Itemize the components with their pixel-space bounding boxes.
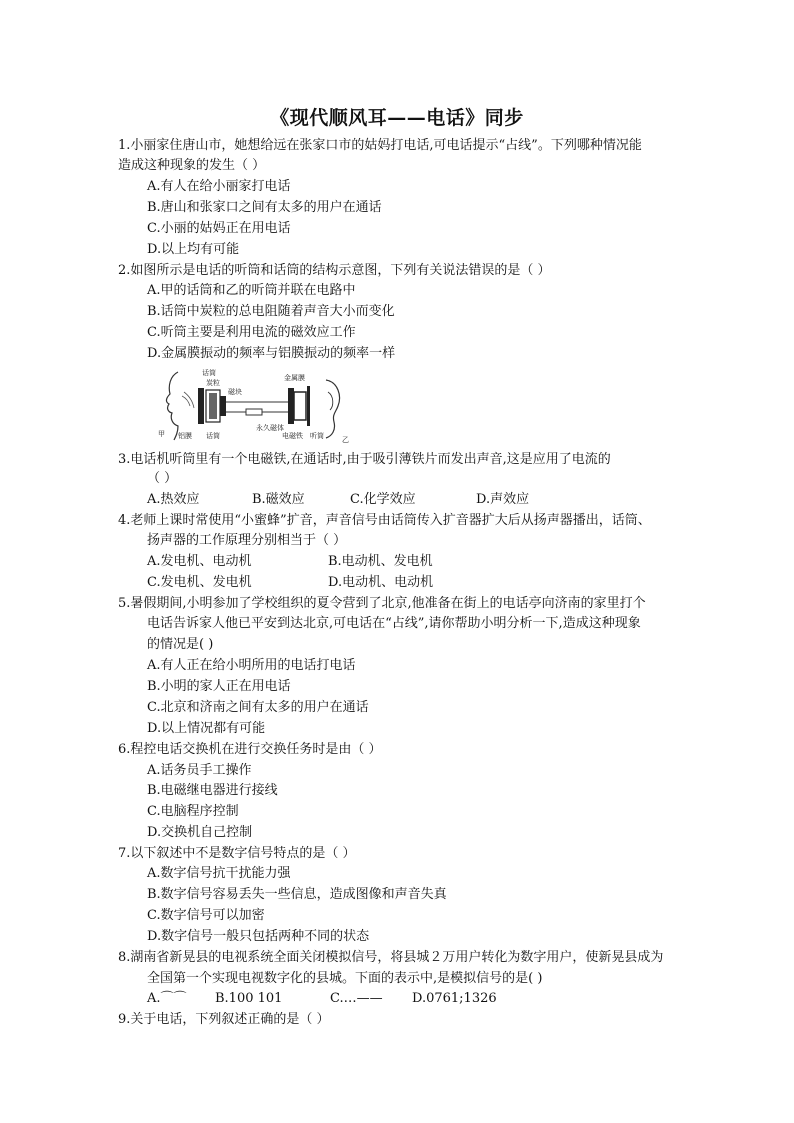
question-5-option-d: D.以上情况都有可能 — [147, 721, 266, 736]
question-7-option-b: B.数字信号容易丢失一些信息，造成图像和声音失真 — [147, 887, 447, 902]
sound-wave-left-2 — [184, 392, 194, 408]
listener-ear — [326, 380, 340, 438]
question-1-option-d: D.以上均有可能 — [147, 242, 240, 257]
label-jia: 甲 — [158, 430, 165, 438]
label-electromagnet: 电磁铁 — [282, 432, 303, 440]
question-3-option-a: A.热效应 — [147, 492, 200, 507]
question-8-option-a: A.⌒⌒ — [147, 991, 187, 1006]
question-1-stem-line-2: 造成这种现象的发生（ ） — [118, 158, 266, 173]
question-4-option-d: D.电动机、电动机 — [328, 575, 434, 590]
question-6-stem-line-1: 6.程控电话交换机在进行交换任务时是由（ ） — [118, 742, 382, 757]
label-metal-membrane: 金属膜 — [284, 374, 305, 382]
question-5-stem-line-1: 5.暑假期间,小明参加了学校组织的夏令营到了北京,他准备在街上的电话亭向济南的家里打个 — [118, 596, 646, 611]
question-5-option-a: A.有人正在给小明所用的电话打电话 — [147, 658, 356, 673]
microphone-aluminum-membrane — [198, 388, 204, 424]
question-5-stem-line-3: 的情况是( ) — [147, 637, 214, 652]
label-microphone: 话筒 — [202, 369, 216, 377]
speaker-face-profile — [166, 372, 178, 440]
label-yi: 乙 — [342, 436, 349, 444]
listener-ear-inner — [328, 392, 333, 410]
metal-membrane — [307, 386, 310, 426]
earpiece-housing — [294, 392, 306, 420]
question-3-option-c: C.化学效应 — [350, 492, 416, 507]
question-4-option-a: A.发电机、电动机 — [147, 554, 252, 569]
telephone-diagram-svg — [156, 366, 352, 446]
question-5-option-b: B.小明的家人正在用电话 — [147, 679, 291, 694]
question-4-option-c: C.发电机、发电机 — [147, 575, 252, 590]
question-8-option-d: D.0761;1326 — [412, 991, 497, 1006]
question-2-option-b: B.话筒中炭粒的总电阻随着声音大小而变化 — [147, 304, 395, 319]
question-4-stem-line-2: 扬声器的工作原理分别相当于（ ） — [147, 533, 347, 548]
question-4-option-b: B.电动机、发电机 — [328, 554, 433, 569]
question-2-option-d: D.金属膜振动的频率与铝膜振动的频率一样 — [147, 346, 396, 361]
question-7-option-c: C.数字信号可以加密 — [147, 908, 265, 923]
question-1-option-b: B.唐山和张家口之间有太多的用户在通话 — [147, 200, 382, 215]
question-1-stem-line-1: 1.小丽家住唐山市，她想给远在张家口市的姑妈打电话,可电话提示“占线”。下列哪种情况能 — [118, 138, 642, 153]
magnet-block — [220, 396, 226, 416]
question-1-option-a: A.有人在给小丽家打电话 — [147, 179, 291, 194]
battery — [246, 409, 262, 415]
question-2-stem-line-1: 2.如图所示是电话的听筒和话筒的结构示意图，下列有关说法错误的是（ ） — [118, 263, 551, 278]
question-3-option-b: B.磁效应 — [252, 492, 305, 507]
question-6-option-c: C.电脑程序控制 — [147, 804, 239, 819]
question-4-stem-line-1: 4.老师上课时常使用“小蜜蜂”扩音，声音信号由话筒传入扩音器扩大后从扬声器播出，话筒、 — [118, 513, 651, 528]
question-3-stem-line-2: （ ） — [147, 471, 178, 486]
question-3-stem-line-1: 3.电话机听筒里有一个电磁铁,在通话时,由于吸引薄铁片而发出声音,这是应用了电流的 — [118, 452, 611, 467]
question-5-option-c: C.北京和济南之间有太多的用户在通话 — [147, 700, 369, 715]
question-8-stem-line-2: 全国第一个实现电视数字化的县城。下面的表示中,是模拟信号的是( ) — [147, 971, 543, 986]
question-9-stem-line-1: 9.关于电话，下列叙述正确的是（ ） — [118, 1012, 330, 1027]
question-7-option-a: A.数字信号抗干扰能力强 — [147, 866, 291, 881]
question-6-option-b: B.电磁继电器进行接线 — [147, 783, 278, 798]
label-aluminum-membrane: 铝膜 — [178, 432, 192, 440]
sound-wave-left-1 — [182, 396, 190, 406]
label-earpiece: 听筒 — [310, 432, 324, 440]
question-2-option-a: A.甲的话筒和乙的听筒并联在电路中 — [147, 283, 356, 298]
question-3-option-d: D.声效应 — [476, 492, 530, 507]
question-7-option-d: D.数字信号一般只包括两种不同的状态 — [147, 929, 370, 944]
label-permanent-magnet: 永久磁体 — [256, 424, 284, 432]
question-8-option-b: B.100 101 — [215, 991, 283, 1006]
question-2-option-c: C.听筒主要是利用电流的磁效应工作 — [147, 325, 356, 340]
question-7-stem-line-1: 7.以下叙述中不是数字信号特点的是（ ） — [118, 846, 356, 861]
earpiece-electromagnet-core — [288, 388, 294, 424]
question-1-option-c: C.小丽的姑妈正在用电话 — [147, 221, 291, 236]
label-magnet-block: 磁块 — [228, 388, 242, 396]
page-title: 《现代顺风耳——电话》同步 — [270, 107, 524, 129]
question-6-option-d: D.交换机自己控制 — [147, 825, 253, 840]
label-carbon-granules: 炭粒 — [206, 379, 220, 387]
question-5-stem-line-2: 电话告诉家人他已平安到达北京,可电话在“占线”,请你帮助小明分析一下,造成这种现象 — [147, 616, 641, 631]
question-6-option-a: A.话务员手工操作 — [147, 763, 252, 778]
question-8-stem-line-1: 8.湖南省新晃县的电视系统全面关闭模拟信号，将县城２万用户转化为数字用户，使新晃县成为 — [118, 950, 664, 965]
question-8-option-c: C.…—— — [330, 991, 383, 1006]
label-microphone-bottom: 话筒 — [206, 432, 220, 440]
carbon-granules — [209, 393, 217, 419]
telephone-structure-diagram — [156, 366, 352, 446]
